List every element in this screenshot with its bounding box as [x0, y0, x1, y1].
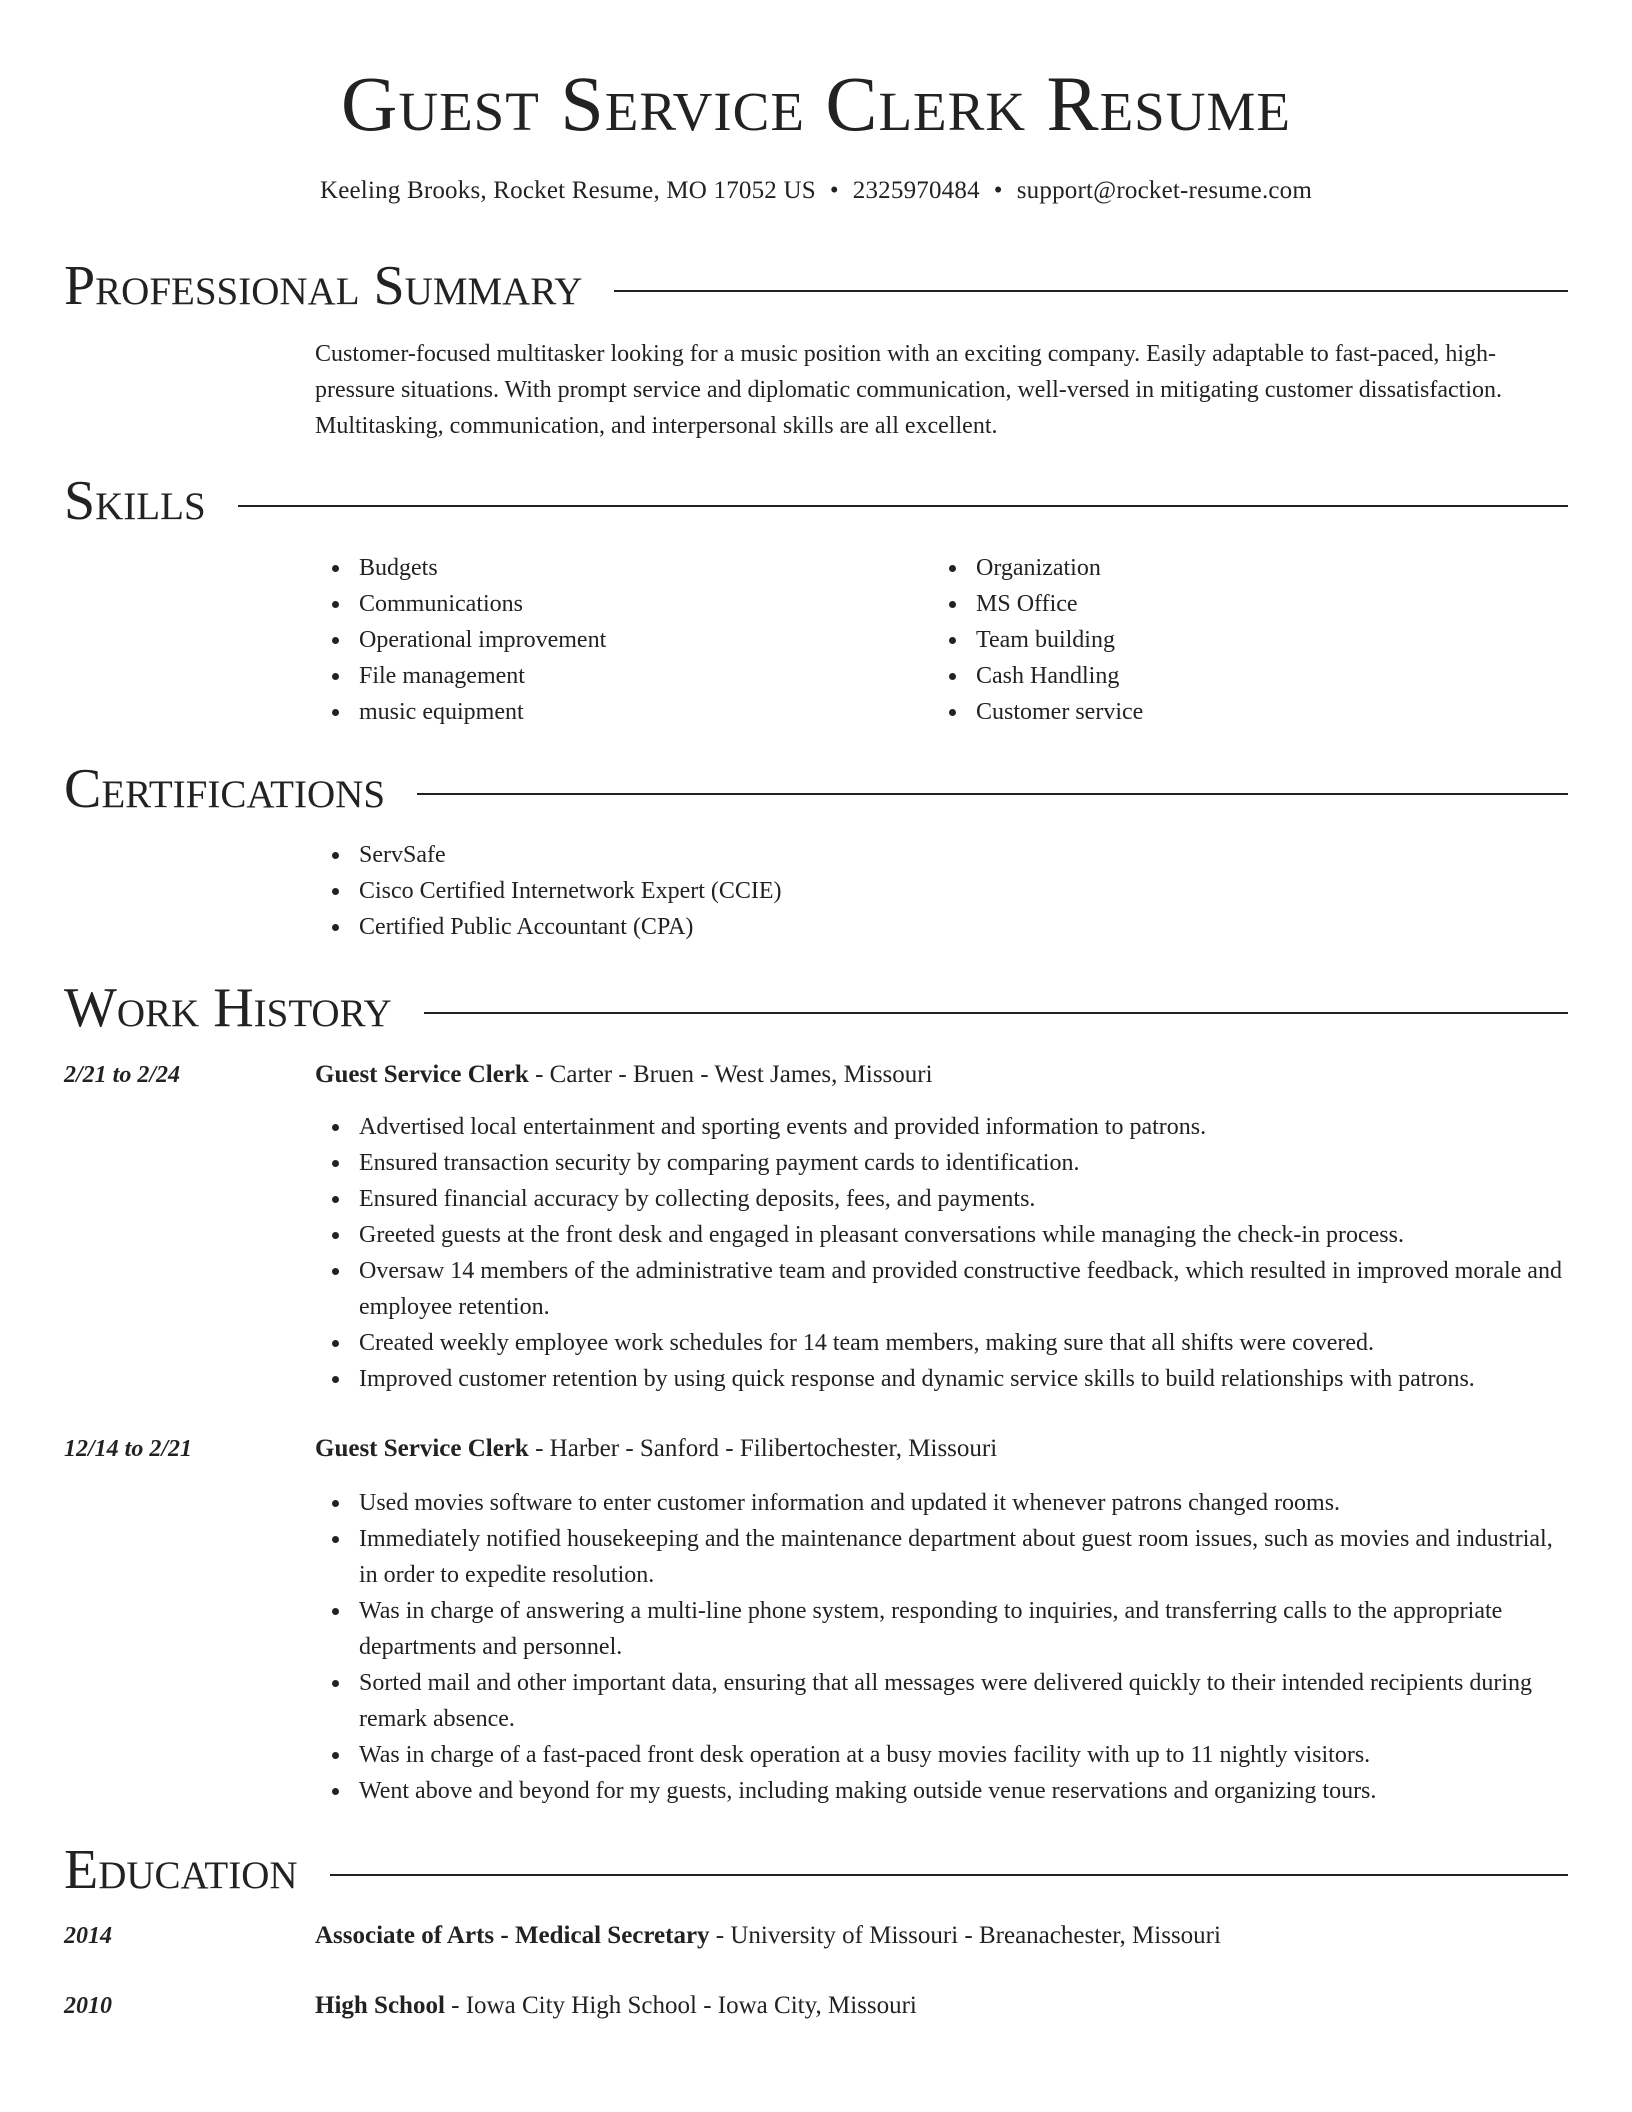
job-header [315, 1057, 1568, 1093]
education-degree: High School [315, 1992, 445, 2019]
education-year: 2010 [64, 1993, 112, 2019]
contact-phone: 2325970484 [852, 177, 980, 204]
job-duties [315, 1109, 1568, 1397]
contact-separator: • [993, 177, 1003, 204]
education-heading: Education [64, 1839, 298, 1901]
job-duty: Used movies software to enter customer information and updated it whenever patrons changed rooms. [315, 1485, 1568, 1521]
education-entry [315, 1988, 1568, 2024]
job-employer: - Harber - Sanford - Filibertochester, Missouri [528, 1435, 998, 1462]
skill-item: Customer service [932, 694, 1549, 730]
education-year: 2014 [64, 1923, 112, 1949]
skills-list-left [315, 550, 932, 730]
skill-item: Budgets [315, 550, 932, 586]
job-entry [315, 1431, 1568, 1809]
education-school: - University of Missouri - Breanachester, Missouri [709, 1922, 1221, 1949]
job-duty: Advertised local entertainment and sporting events and provided information to patrons. [315, 1109, 1568, 1145]
certifications-list [315, 837, 1568, 945]
job-duty: Ensured transaction security by comparing payment cards to identification. [315, 1145, 1568, 1181]
work-history-heading: Work History [64, 977, 392, 1039]
skill-item: File management [315, 658, 932, 694]
skills-block [315, 550, 1568, 730]
skill-item: Team building [932, 622, 1549, 658]
contact-separator: • [829, 177, 839, 204]
skill-item: music equipment [315, 694, 932, 730]
certification-item: ServSafe [315, 837, 1568, 873]
section-divider [238, 505, 1568, 507]
skill-item: MS Office [932, 586, 1549, 622]
job-duty: Went above and beyond for my guests, including making outside venue reservations and organizing tours. [315, 1773, 1568, 1809]
certifications-block [315, 837, 1568, 945]
education-school: - Iowa City High School - Iowa City, Missouri [444, 1992, 917, 2019]
section-divider [424, 1012, 1568, 1014]
skill-item: Cash Handling [932, 658, 1549, 694]
job-duty: Created weekly employee work schedules for 14 team members, making sure that all shifts were covered. [315, 1325, 1568, 1361]
job-entry [315, 1057, 1568, 1397]
skills-section-header [64, 467, 1568, 531]
education-degree: Associate of Arts - Medical Secretary [315, 1922, 710, 1949]
skills-heading: Skills [64, 470, 206, 532]
skill-item: Organization [932, 550, 1549, 586]
certifications-heading: Certifications [64, 758, 386, 820]
contact-line [0, 174, 1632, 208]
job-duty: Immediately notified housekeeping and the maintenance department about guest room issues, such as movies and industrial, in order to expedite resolution. [315, 1521, 1568, 1593]
certification-item: Cisco Certified Internetwork Expert (CCIE) [315, 873, 1568, 909]
section-divider [614, 290, 1568, 292]
job-duty: Greeted guests at the front desk and engaged in pleasant conversations while managing the check-in process. [315, 1217, 1568, 1253]
job-duty: Oversaw 14 members of the administrative team and provided constructive feedback, which resulted in improved morale and employee retention. [315, 1253, 1568, 1325]
education-section-header [64, 1836, 1568, 1900]
job-dates: 2/21 to 2/24 [64, 1062, 181, 1088]
contact-address: Keeling Brooks, Rocket Resume, MO 17052 US [319, 177, 816, 204]
job-duties [315, 1485, 1568, 1809]
summary-section-header [64, 252, 1568, 316]
section-divider [330, 1874, 1568, 1876]
summary-block [315, 336, 1568, 444]
work-history-section-header [64, 974, 1568, 1038]
skill-item: Communications [315, 586, 932, 622]
job-duty: Ensured financial accuracy by collecting deposits, fees, and payments. [315, 1181, 1568, 1217]
job-header [315, 1431, 1568, 1467]
job-duty: Was in charge of a fast-paced front desk operation at a busy movies facility with up to 11 nightly visitors. [315, 1737, 1568, 1773]
job-dates: 12/14 to 2/21 [64, 1436, 193, 1462]
certifications-section-header [64, 755, 1568, 819]
certification-item: Certified Public Accountant (CPA) [315, 909, 1568, 945]
education-entry [315, 1918, 1568, 1954]
summary-text: Customer-focused multitasker looking for a music position with an exciting company. Easily adaptable to fast-paced, high-pressure situations. With prompt service and diplomatic communication, well-versed in mitigating customer dissatisfaction. Multitasking, communication, and interpersonal skills are all excellent. [315, 341, 1503, 439]
skill-item: Operational improvement [315, 622, 932, 658]
job-title: Guest Service Clerk [315, 1435, 529, 1462]
contact-email: support@rocket-resume.com [1016, 177, 1313, 204]
job-duty: Improved customer retention by using quick response and dynamic service skills to build relationships with patrons. [315, 1361, 1568, 1397]
job-title: Guest Service Clerk [315, 1061, 529, 1088]
job-employer: - Carter - Bruen - West James, Missouri [528, 1061, 933, 1088]
job-duty: Was in charge of answering a multi-line phone system, responding to inquiries, and transferring calls to the appropriate departments and personnel. [315, 1593, 1568, 1665]
job-duty: Sorted mail and other important data, ensuring that all messages were delivered quickly to their intended recipients during remark absence. [315, 1665, 1568, 1737]
resume-title: Guest Service Clerk Resume [341, 60, 1291, 147]
skills-list-right [932, 550, 1549, 730]
summary-heading: Professional Summary [64, 255, 583, 317]
section-divider [417, 793, 1568, 795]
